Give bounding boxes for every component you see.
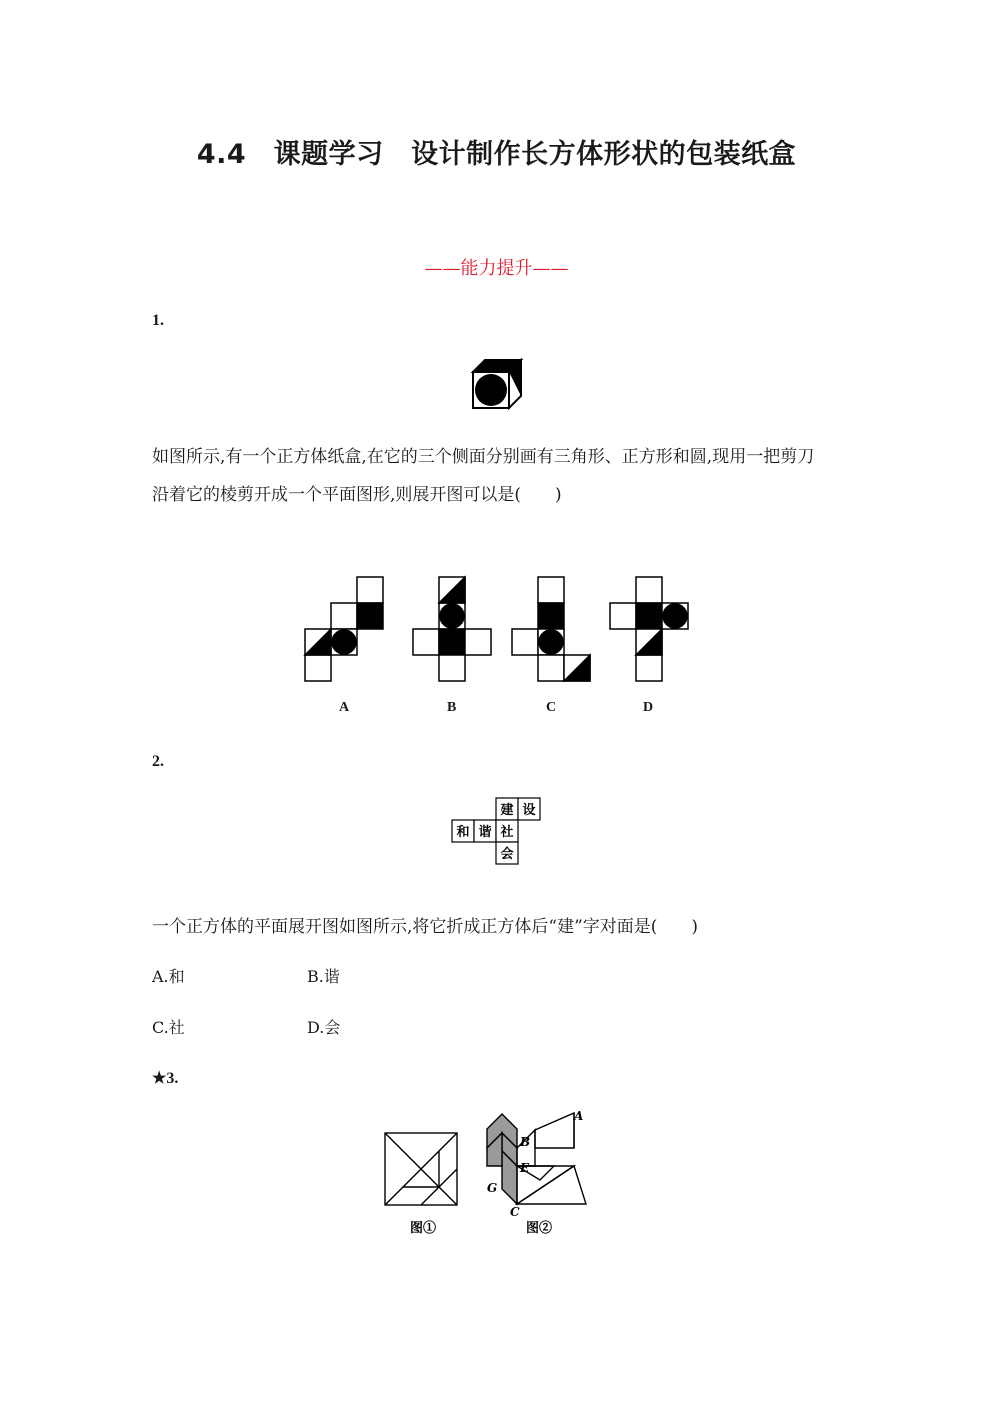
option-c-label: C — [546, 700, 557, 715]
q1-options-figure — [300, 572, 695, 687]
option-c-net — [512, 577, 590, 681]
q2-cube-net — [448, 794, 544, 866]
net-char-she: 设 — [522, 803, 536, 818]
question-1-stem-line-2: 沿着它的棱剪开成一个平面图形,则展开图可以是( ) — [152, 485, 562, 505]
q2-option-d: D.会 — [307, 1018, 341, 1037]
point-label-e: E — [520, 1161, 530, 1175]
q2-option-c: C.社 — [152, 1018, 185, 1037]
net-char-she-society: 社 — [500, 825, 514, 840]
question-2-number: 2. — [152, 753, 164, 770]
option-a-label: A — [339, 700, 350, 715]
question-1-stem-line-1: 如图所示,有一个正方体纸盒,在它的三个侧面分别画有三角形、正方形和圆,现用一把剪刀 — [152, 447, 815, 467]
question-1-number: 1. — [152, 312, 164, 329]
section-header: ——能力提升—— — [424, 258, 569, 279]
net-char-he: 和 — [456, 825, 470, 840]
net-char-jian: 建 — [500, 803, 514, 818]
question-3-number: ★3. — [152, 1070, 179, 1087]
option-d-label: D — [643, 700, 654, 715]
point-label-g: G — [487, 1181, 498, 1195]
q3-tangram-figures — [380, 1108, 615, 1238]
q2-option-b: B.谐 — [307, 967, 340, 986]
figure-2-caption: 图② — [526, 1221, 553, 1236]
option-d-net — [610, 577, 688, 681]
point-label-b: B — [520, 1135, 531, 1149]
option-b-net — [413, 577, 491, 681]
cube-front-circle — [475, 374, 507, 406]
net-char-hui: 会 — [500, 847, 514, 862]
point-label-c: C — [510, 1205, 520, 1219]
q2-option-a: A.和 — [152, 967, 185, 986]
net-char-xie: 谐 — [478, 825, 492, 840]
option-a-net — [305, 577, 383, 681]
figure-1-caption: 图① — [410, 1221, 437, 1236]
question-2-stem: 一个正方体的平面展开图如图所示,将它折成正方体后“建”字对面是( ) — [152, 917, 699, 937]
page-title: 4.4 课题学习 设计制作长方体形状的包装纸盒 — [196, 139, 797, 170]
tangram-swan-figure — [487, 1113, 586, 1204]
q1-cube-figure — [468, 356, 526, 414]
tangram-square-figure — [385, 1133, 457, 1205]
option-b-label: B — [447, 700, 457, 715]
point-label-a: A — [574, 1109, 584, 1123]
